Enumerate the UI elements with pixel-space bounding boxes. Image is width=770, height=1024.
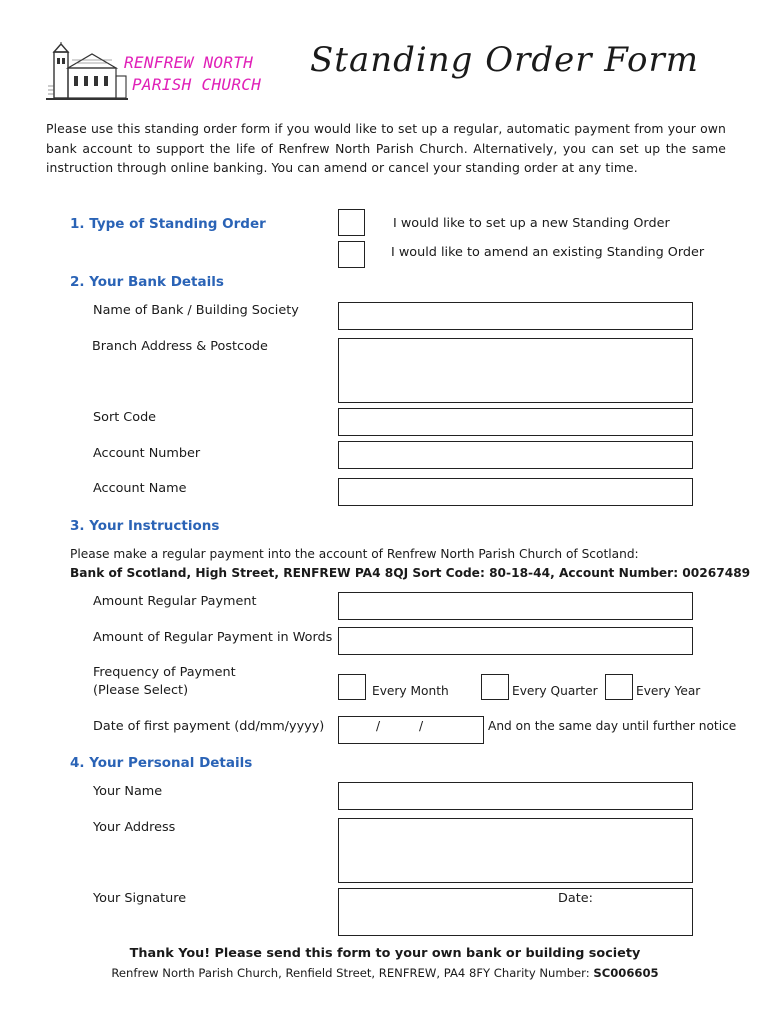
sort-code-field[interactable]: [338, 408, 693, 436]
every-month-checkbox[interactable]: [338, 674, 366, 700]
page-title: Standing Order Form: [310, 40, 699, 80]
amount-words-label: Amount of Regular Payment in Words: [93, 630, 333, 645]
date-separator-1: /: [376, 719, 381, 733]
date-separator-2: /: [419, 719, 424, 733]
bank-name-label: Name of Bank / Building Society: [93, 303, 299, 318]
every-year-label: Every Year: [636, 684, 701, 698]
signature-field[interactable]: [338, 888, 693, 936]
bank-name-field[interactable]: [338, 302, 693, 330]
section-2-heading: 2. Your Bank Details: [70, 274, 224, 290]
date-note: And on the same day until further notice: [488, 719, 737, 733]
amend-standing-order-checkbox[interactable]: [338, 241, 365, 268]
branch-address-label: Branch Address & Postcode: [92, 339, 268, 354]
account-number-field[interactable]: [338, 441, 693, 469]
logo-line-1: RENFREW NORTH: [124, 53, 254, 72]
every-year-checkbox[interactable]: [605, 674, 633, 700]
first-payment-date-field[interactable]: [338, 716, 484, 744]
signature-label: Your Signature: [93, 891, 187, 906]
logo-wordmark: [124, 52, 274, 96]
footer-thanks: Thank You! Please send this form to your own bank or building society: [129, 946, 641, 961]
account-name-label: Account Name: [93, 481, 187, 496]
amount-field[interactable]: [338, 592, 693, 620]
signature-date-label: Date:: [558, 891, 593, 906]
account-name-field[interactable]: [338, 478, 693, 506]
charity-number: SC006605: [593, 966, 659, 980]
footer-address: Renfrew North Parish Church, Renfield Street, RENFREW, PA4 8FY Charity Number:: [111, 966, 594, 980]
every-quarter-checkbox[interactable]: [481, 674, 509, 700]
amount-label: Amount Regular Payment: [93, 594, 257, 609]
new-standing-order-checkbox[interactable]: [338, 209, 365, 236]
section-1-heading: 1. Type of Standing Order: [70, 216, 266, 232]
logo-line-2: PARISH CHURCH: [132, 75, 262, 94]
every-month-label: Every Month: [372, 684, 449, 698]
your-name-label: Your Name: [93, 784, 163, 799]
amount-words-field[interactable]: [338, 627, 693, 655]
section-4-heading: 4. Your Personal Details: [70, 755, 253, 771]
church-account-details: Bank of Scotland, High Street, RENFREW PA4 8QJ Sort Code: 80-18-44, Account Number: 00267489: [70, 566, 751, 580]
your-name-field[interactable]: [338, 782, 693, 810]
frequency-label: Frequency of Payment: [93, 665, 236, 680]
your-address-field[interactable]: [338, 818, 693, 883]
amend-standing-order-label: I would like to amend an existing Standing Order: [391, 245, 705, 260]
every-quarter-label: Every Quarter: [512, 684, 598, 698]
account-number-label: Account Number: [93, 446, 201, 461]
section-3-heading: 3. Your Instructions: [70, 518, 220, 534]
instruction-line: Please make a regular payment into the account of Renfrew North Parish Church of Scotland:: [70, 547, 639, 561]
intro-paragraph: Please use this standing order form if you would like to set up a regular, automatic payment from your own bank account to support the life of Renfrew North Parish Church. Alternatively, you can set up the same instruction through online banking. You can amend or cancel your standing order at any time.: [46, 121, 726, 175]
branch-address-field[interactable]: [338, 338, 693, 403]
footer-address-line: [0, 966, 770, 980]
frequency-hint: (Please Select): [93, 683, 189, 698]
sort-code-label: Sort Code: [93, 410, 157, 425]
new-standing-order-label: I would like to set up a new Standing Order: [393, 216, 670, 231]
first-payment-date-label: Date of first payment (dd/mm/yyyy): [93, 719, 325, 734]
your-address-label: Your Address: [93, 820, 176, 835]
